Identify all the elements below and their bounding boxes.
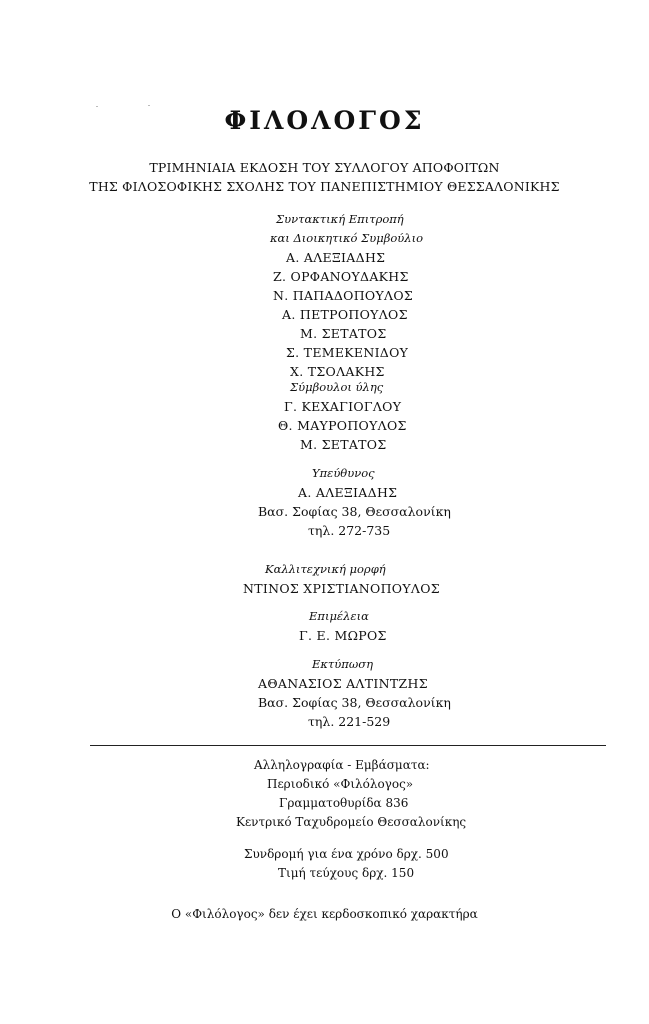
subscription-price: Συνδρομή για ένα χρόνο δρχ. 500 bbox=[244, 847, 449, 861]
advisor-member: Θ. ΜΑΥΡΟΠΟΥΛΟΣ bbox=[278, 418, 407, 433]
non-profit-note: Ο «Φιλόλογος» δεν έχει κερδοσκοπικό χαρακτήρα bbox=[171, 907, 478, 921]
committee-member: Μ. ΣΕΤΑΤΟΣ bbox=[300, 326, 387, 341]
printing-heading: Εκτύπωση bbox=[312, 657, 373, 671]
horizontal-divider bbox=[90, 745, 606, 746]
art-name: ΝΤΙΝΟΣ ΧΡΙΣΤΙΑΝΟΠΟΥΛΟΣ bbox=[243, 581, 440, 596]
scan-speck bbox=[96, 106, 98, 107]
editing-name: Γ. Ε. ΜΩΡΟΣ bbox=[299, 628, 387, 643]
correspondence-post-office: Κεντρικό Ταχυδρομείο Θεσσαλονίκης bbox=[236, 815, 467, 829]
committee-member: Ν. ΠΑΠΑΔΟΠΟΥΛΟΣ bbox=[273, 288, 414, 303]
committee-heading-2: και Διοικητικό Συμβούλιο bbox=[270, 231, 424, 245]
advisors-section bbox=[278, 378, 407, 454]
issue-price: Τιμή τεύχους δρχ. 150 bbox=[278, 866, 415, 880]
correspondence-po-box: Γραμματοθυρίδα 836 bbox=[279, 796, 409, 810]
responsible-heading: Υπεύθυνος bbox=[312, 466, 375, 480]
committee-member: Α. ΠΕΤΡΟΠΟΥΛΟΣ bbox=[282, 307, 408, 322]
subtitle-line-1: ΤΡΙΜΗΝΙΑΙΑ ΕΚΔΟΣΗ ΤΟΥ ΣΥΛΛΟΓΟΥ ΑΠΟΦΟΙΤΩΝ bbox=[149, 160, 500, 175]
responsible-name: Α. ΑΛΕΞΙΑΔΗΣ bbox=[298, 485, 398, 500]
editorial-committee-section bbox=[270, 210, 423, 381]
advisor-member: Γ. ΚΕΧΑΓΙΟΓΛΟΥ bbox=[284, 399, 402, 414]
editing-heading: Επιμέλεια bbox=[309, 609, 369, 623]
editing-section bbox=[299, 607, 387, 645]
responsible-address: Βασ. Σοφίας 38, Θεσσαλονίκη bbox=[258, 504, 451, 519]
responsible-phone: τηλ. 272-735 bbox=[308, 523, 391, 538]
advisor-member: Μ. ΣΕΤΑΤΟΣ bbox=[300, 437, 387, 452]
art-section bbox=[243, 560, 440, 598]
correspondence-section bbox=[236, 756, 466, 832]
printing-name: ΑΘΑΝΑΣΙΟΣ ΑΛΤΙΝΤΖΗΣ bbox=[258, 676, 428, 691]
correspondence-journal: Περιοδικό «Φιλόλογος» bbox=[267, 777, 414, 791]
committee-heading-1: Συντακτική Επιτροπή bbox=[276, 212, 404, 226]
printing-section bbox=[258, 655, 451, 731]
committee-member: Ζ. ΟΡΦΑΝΟΥΔΑΚΗΣ bbox=[273, 269, 409, 284]
committee-member: Σ. ΤΕΜΕΚΕΝΙΔΟΥ bbox=[286, 345, 409, 360]
correspondence-heading: Αλληλογραφία - Εμβάσματα: bbox=[254, 758, 430, 772]
journal-title: ΦΙΛΟΛΟΓΟΣ bbox=[224, 106, 425, 135]
advisors-heading: Σύμβουλοι ύλης bbox=[290, 380, 384, 394]
pricing-section bbox=[244, 845, 449, 883]
committee-member: Χ. ΤΣΟΛΑΚΗΣ bbox=[290, 364, 385, 379]
printing-phone: τηλ. 221-529 bbox=[308, 714, 391, 729]
art-heading: Καλλιτεχνική μορφή bbox=[265, 562, 386, 576]
scan-speck bbox=[148, 105, 150, 106]
subtitle-line-2: ΤΗΣ ΦΙΛΟΣΟΦΙΚΗΣ ΣΧΟΛΗΣ ΤΟΥ ΠΑΝΕΠΙΣΤΗΜΙΟΥ ΘΕΣΣΑΛΟΝΙΚΗΣ bbox=[89, 179, 560, 194]
printing-address: Βασ. Σοφίας 38, Θεσσαλονίκη bbox=[258, 695, 451, 710]
responsible-section bbox=[258, 464, 451, 540]
committee-member: Α. ΑΛΕΞΙΑΔΗΣ bbox=[286, 250, 386, 265]
